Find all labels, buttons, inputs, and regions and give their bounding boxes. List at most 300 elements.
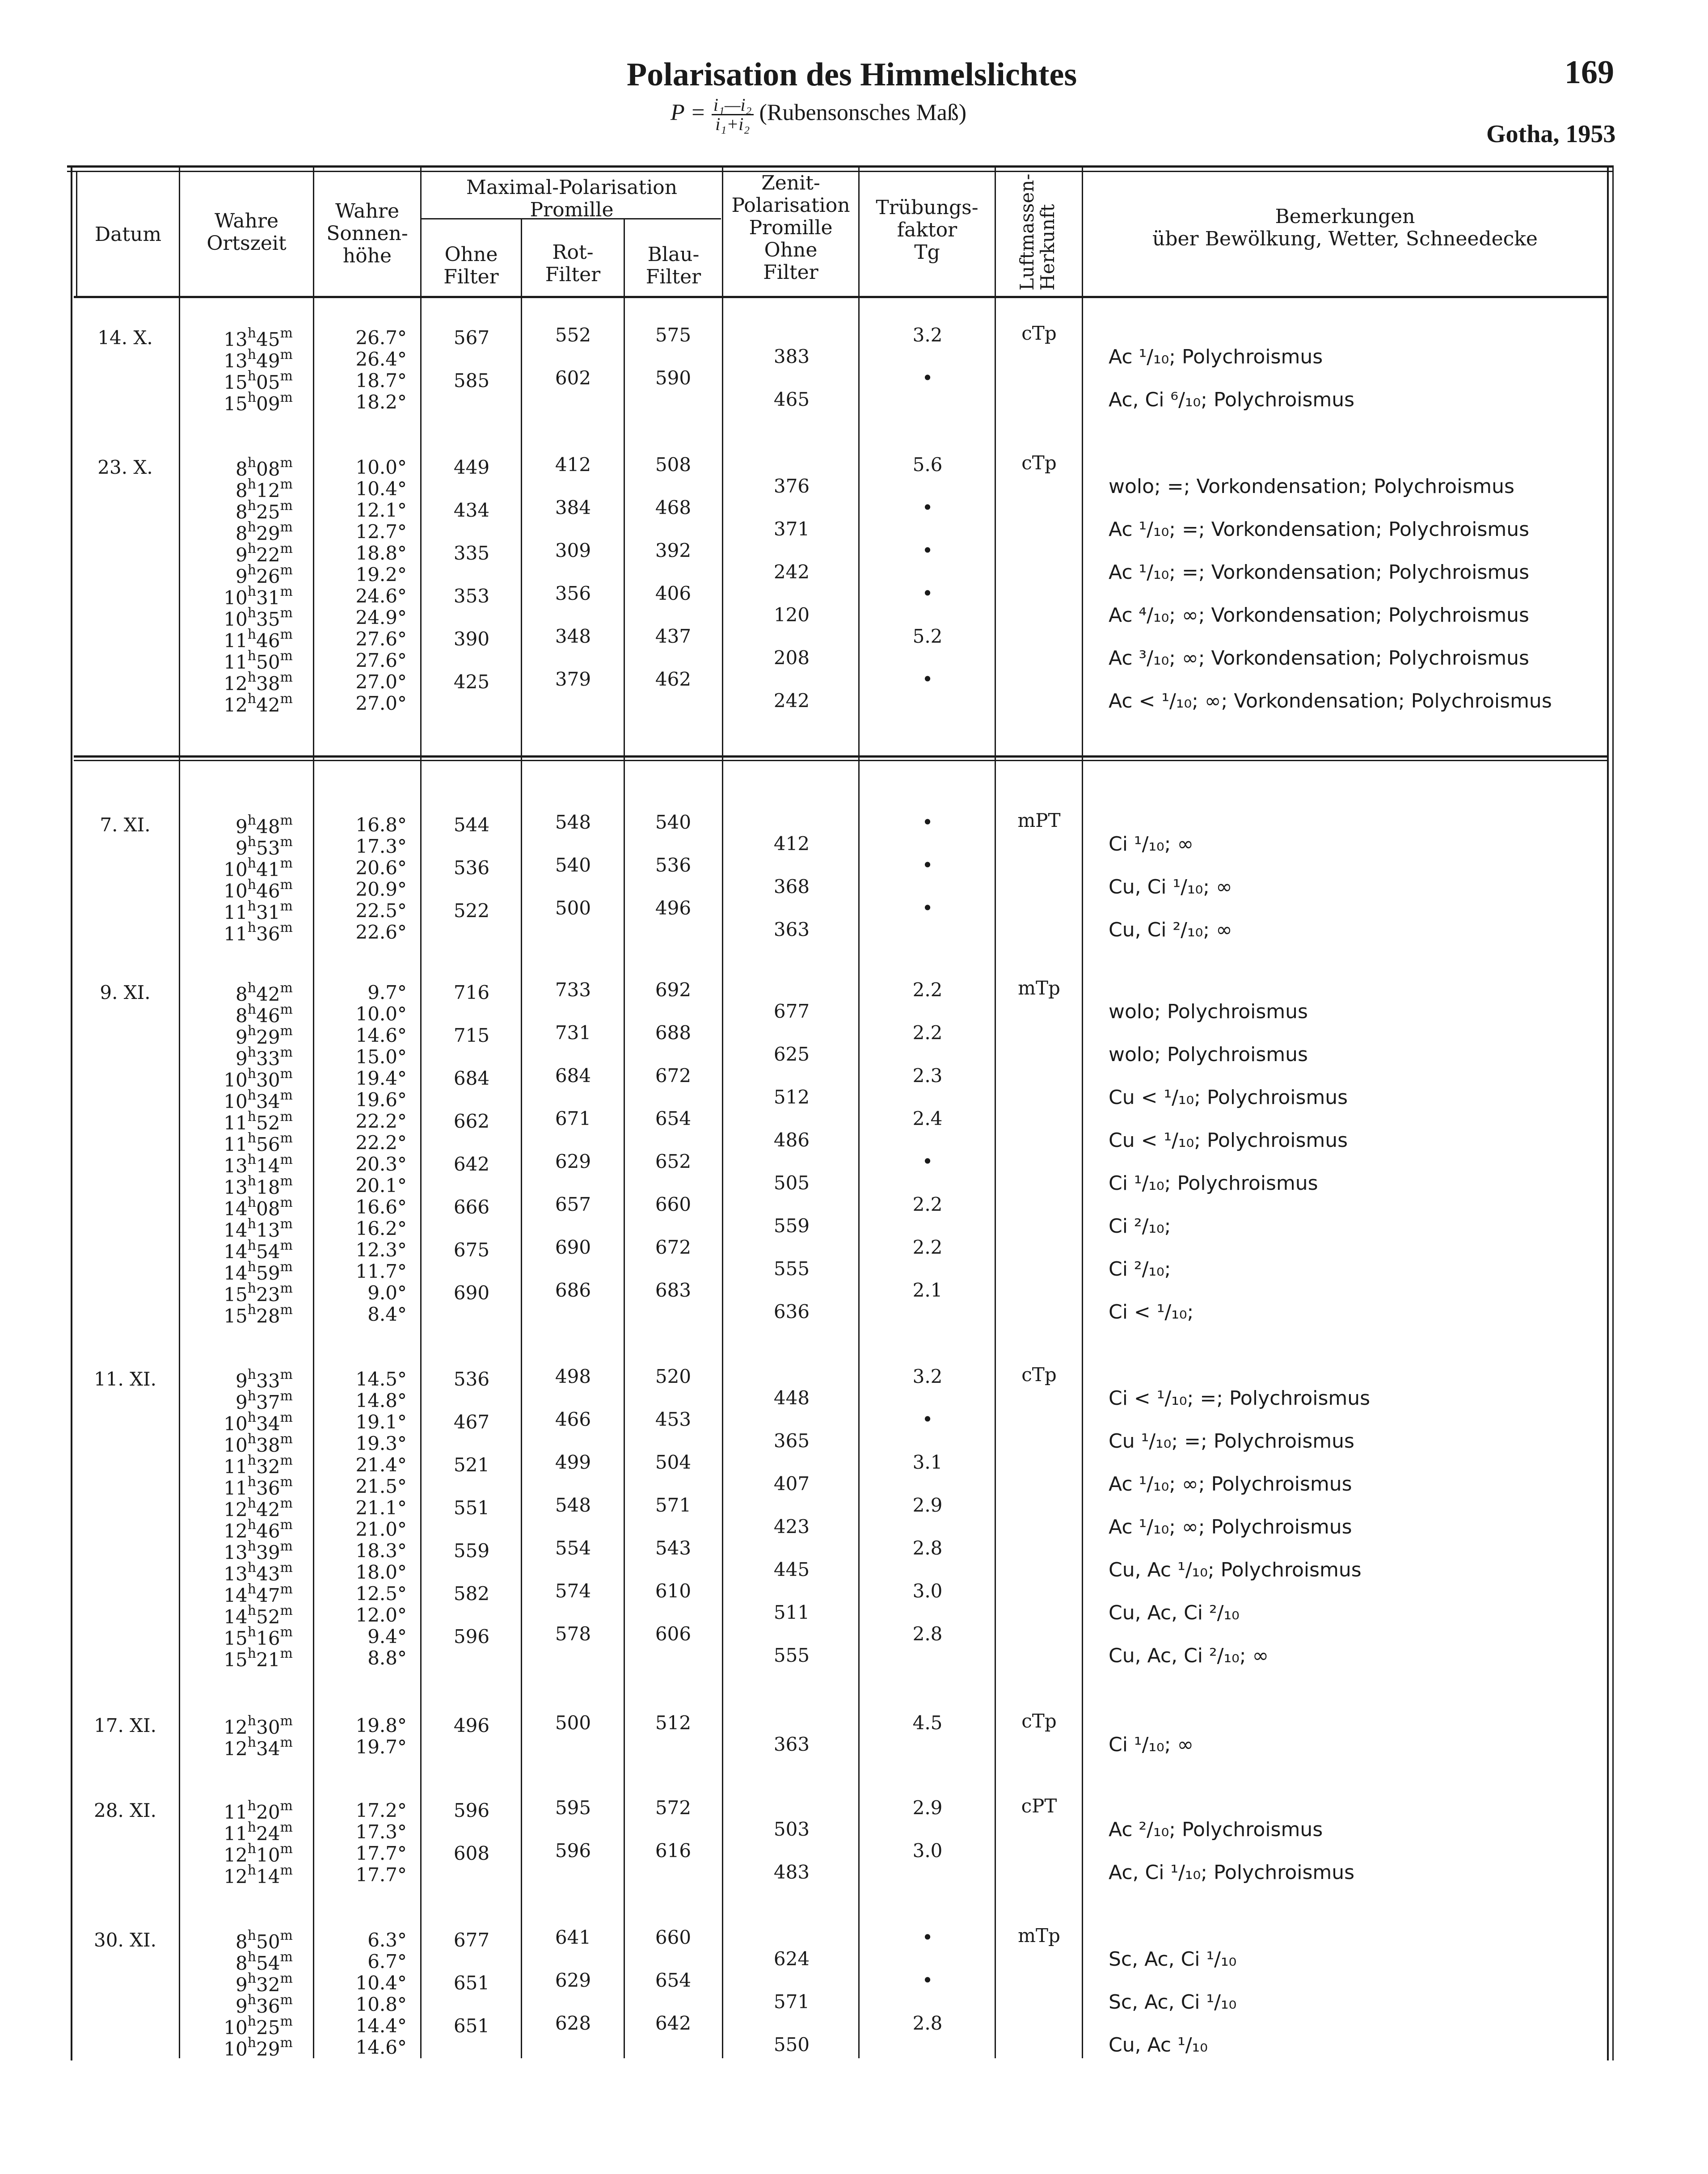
- row-time: 8$^h$50$^m$: [236, 1928, 293, 1953]
- cell-maxpol-ohne: 690: [453, 1282, 490, 1304]
- row-sun-altitude: 24.9°: [355, 607, 407, 628]
- row-sun-altitude: 17.3°: [355, 1821, 407, 1843]
- cell-bemerkung: Sc, Ac, Ci ¹/₁₀: [1109, 1991, 1237, 2014]
- header-ortszeit-2: Ortszeit: [207, 232, 287, 255]
- cell-maxpol-blau: 654: [655, 1969, 692, 1991]
- row-sun-altitude: 12.7°: [355, 521, 407, 543]
- cell-maxpol-blau: 437: [655, 625, 692, 647]
- cell-bemerkung: Ac ²/₁₀; Polychroismus: [1109, 1818, 1323, 1841]
- row-time: 10$^h$38$^m$: [224, 1431, 293, 1456]
- row-sun-altitude: 20.1°: [355, 1175, 407, 1197]
- cell-bemerkung: wolo; =; Vorkondensation; Polychroismus: [1109, 475, 1514, 498]
- cell-maxpol-rot: 731: [555, 1022, 591, 1044]
- cell-maxpol-ohne: 536: [453, 857, 490, 879]
- header-zenit-3: Promille: [749, 216, 833, 239]
- cell-truebung: 3.2: [912, 1365, 943, 1387]
- row-sun-altitude: 10.0°: [355, 456, 407, 478]
- cell-maxpol-rot: 578: [555, 1623, 591, 1645]
- cell-zenit: 465: [773, 388, 810, 410]
- table-top-rule: [67, 165, 1614, 168]
- cell-maxpol-ohne: 651: [453, 2015, 490, 2037]
- row-time: 11$^h$36$^m$: [224, 920, 293, 945]
- cell-maxpol-rot: 500: [555, 897, 591, 919]
- row-sun-altitude: 14.6°: [355, 2036, 407, 2058]
- row-sun-altitude: 22.2°: [355, 1132, 407, 1154]
- cell-truebung: 2.1: [912, 1279, 943, 1301]
- cell-maxpol-blau: 572: [655, 1797, 692, 1819]
- row-sun-altitude: 27.0°: [355, 671, 407, 693]
- cell-zenit: 376: [773, 475, 810, 497]
- cell-maxpol-ohne: 425: [453, 671, 490, 693]
- col-line-blau: [722, 168, 723, 2058]
- cell-maxpol-ohne: 715: [453, 1024, 490, 1046]
- row-sun-altitude: 27.0°: [355, 692, 407, 714]
- place-year: Gotha, 1953: [1486, 120, 1616, 148]
- cell-maxpol-blau: 642: [655, 2012, 692, 2034]
- cell-maxpol-blau: 683: [655, 1279, 692, 1301]
- row-time: 12$^h$42$^m$: [224, 1496, 293, 1521]
- row-sun-altitude: 27.6°: [355, 628, 407, 650]
- cell-maxpol-ohne: 596: [453, 1626, 490, 1647]
- row-sun-altitude: 14.6°: [355, 1024, 407, 1046]
- cell-truebung: •: [922, 854, 933, 876]
- row-time: 9$^h$37$^m$: [236, 1388, 293, 1413]
- row-time: 11$^h$24$^m$: [224, 1820, 293, 1845]
- row-sun-altitude: 9.0°: [367, 1282, 407, 1304]
- row-air-mass: cTp: [1021, 1710, 1057, 1732]
- row-sun-altitude: 26.4°: [355, 348, 407, 370]
- row-sun-altitude: 18.8°: [355, 542, 407, 564]
- cell-bemerkung: Ac ¹/₁₀; =; Vorkondensation; Polychroismus: [1109, 561, 1530, 584]
- row-sun-altitude: 16.6°: [355, 1196, 407, 1218]
- row-time: 8$^h$29$^m$: [236, 519, 293, 544]
- cell-maxpol-rot: 690: [555, 1236, 591, 1258]
- row-time: 8$^h$12$^m$: [236, 476, 293, 501]
- row-air-mass: cPT: [1021, 1795, 1057, 1817]
- row-date: 14. X.: [97, 327, 153, 349]
- cell-maxpol-blau: 654: [655, 1108, 692, 1129]
- row-time: 8$^h$46$^m$: [236, 1002, 293, 1027]
- row-sun-altitude: 12.5°: [355, 1583, 407, 1605]
- cell-bemerkung: Ac ¹/₁₀; ∞; Polychroismus: [1109, 1473, 1352, 1496]
- cell-maxpol-blau: 610: [655, 1580, 692, 1602]
- row-time: 9$^h$32$^m$: [236, 1971, 293, 1996]
- cell-maxpol-blau: 453: [655, 1408, 692, 1430]
- row-time: 15$^h$16$^m$: [224, 1624, 293, 1649]
- cell-truebung: •: [922, 539, 933, 561]
- cell-maxpol-rot: 686: [555, 1279, 591, 1301]
- cell-zenit: 363: [773, 918, 810, 940]
- cell-maxpol-blau: 392: [655, 539, 692, 561]
- row-time: 12$^h$46$^m$: [224, 1517, 293, 1542]
- cell-bemerkung: Cu, Ci ¹/₁₀; ∞: [1109, 876, 1232, 898]
- header-ohne-1: Ohne: [444, 243, 498, 266]
- cell-bemerkung: Ac ³/₁₀; ∞; Vorkondensation; Polychroismus: [1109, 647, 1529, 670]
- cell-maxpol-blau: 688: [655, 1022, 692, 1044]
- header-blau-1: Blau-: [647, 243, 700, 266]
- row-time: 9$^h$48$^m$: [236, 813, 293, 838]
- row-sun-altitude: 12.0°: [355, 1604, 407, 1626]
- cell-bemerkung: Cu, Ac, Ci ²/₁₀; ∞: [1109, 1644, 1269, 1667]
- row-air-mass: mTp: [1018, 977, 1060, 999]
- row-sun-altitude: 21.0°: [355, 1518, 407, 1540]
- cell-zenit: 511: [773, 1601, 810, 1623]
- cell-maxpol-rot: 602: [555, 367, 591, 389]
- cell-zenit: 555: [773, 1258, 810, 1280]
- row-time: 9$^h$53$^m$: [236, 834, 293, 859]
- header-sonnenhoehe-3: höhe: [342, 244, 392, 267]
- row-time: 10$^h$35$^m$: [224, 605, 293, 630]
- header-ohne-2: Filter: [443, 265, 499, 288]
- row-time: 11$^h$20$^m$: [224, 1798, 293, 1823]
- row-sun-altitude: 10.8°: [355, 1993, 407, 2015]
- cell-bemerkung: Cu ¹/₁₀; =; Polychroismus: [1109, 1430, 1354, 1453]
- cell-bemerkung: Ac ¹/₁₀; Polychroismus: [1109, 345, 1323, 368]
- row-time: 11$^h$31$^m$: [224, 898, 293, 923]
- cell-truebung: 2.8: [912, 2012, 943, 2034]
- cell-zenit: 407: [773, 1473, 810, 1495]
- cell-maxpol-blau: 652: [655, 1150, 692, 1172]
- cell-truebung: 2.9: [912, 1797, 943, 1819]
- row-time: 14$^h$59$^m$: [224, 1259, 293, 1284]
- cell-truebung: •: [922, 1969, 933, 1991]
- header-rot-2: Filter: [545, 263, 601, 286]
- row-time: 11$^h$46$^m$: [224, 627, 293, 652]
- row-time: 12$^h$10$^m$: [224, 1841, 293, 1866]
- row-time: 8$^h$54$^m$: [236, 1949, 293, 1974]
- cell-maxpol-rot: 499: [555, 1451, 591, 1473]
- col-line-sonne: [420, 168, 422, 2058]
- row-time: 13$^h$49$^m$: [224, 347, 293, 372]
- cell-maxpol-rot: 379: [555, 668, 591, 690]
- cell-maxpol-ohne: 716: [453, 982, 490, 1003]
- cell-truebung: 3.0: [912, 1580, 943, 1602]
- row-sun-altitude: 18.3°: [355, 1540, 407, 1562]
- cell-maxpol-ohne: 585: [453, 370, 490, 392]
- cell-truebung: 2.2: [912, 1193, 943, 1215]
- cell-truebung: •: [922, 1926, 933, 1948]
- cell-maxpol-rot: 595: [555, 1797, 591, 1819]
- header-sonnenhoehe-1: Wahre: [335, 200, 400, 223]
- cell-maxpol-ohne: 536: [453, 1368, 490, 1390]
- col-line-right: [1607, 165, 1609, 2060]
- row-sun-altitude: 18.2°: [355, 391, 407, 413]
- row-date: 9. XI.: [100, 982, 151, 1003]
- row-sun-altitude: 6.3°: [367, 1929, 407, 1951]
- row-sun-altitude: 15.0°: [355, 1046, 407, 1068]
- cell-maxpol-blau: 660: [655, 1926, 692, 1948]
- cell-maxpol-blau: 575: [655, 324, 692, 346]
- row-time: 14$^h$52$^m$: [224, 1603, 293, 1628]
- page-title: Polarisation des Himmelslichtes: [627, 56, 1077, 93]
- cell-truebung: •: [922, 897, 933, 919]
- cell-bemerkung: wolo; Polychroismus: [1109, 1000, 1308, 1023]
- row-time: 8$^h$42$^m$: [236, 980, 293, 1005]
- row-sun-altitude: 19.6°: [355, 1089, 407, 1111]
- cell-maxpol-blau: 672: [655, 1236, 692, 1258]
- row-sun-altitude: 17.2°: [355, 1799, 407, 1821]
- row-time: 15$^h$23$^m$: [224, 1281, 293, 1306]
- col-line-ortszeit: [313, 168, 314, 2058]
- row-time: 14$^h$47$^m$: [224, 1581, 293, 1606]
- cell-maxpol-blau: 606: [655, 1623, 692, 1645]
- cell-maxpol-rot: 629: [555, 1150, 591, 1172]
- cell-bemerkung: Cu < ¹/₁₀; Polychroismus: [1109, 1129, 1348, 1152]
- cell-zenit: 363: [773, 1733, 810, 1755]
- row-time: 14$^h$13$^m$: [224, 1216, 293, 1241]
- cell-truebung: 5.6: [912, 454, 943, 476]
- row-sun-altitude: 22.2°: [355, 1110, 407, 1132]
- header-luftmassen-2: Herkunft: [1037, 204, 1059, 291]
- cell-maxpol-blau: 660: [655, 1193, 692, 1215]
- header-bemerkungen-2: über Bewölkung, Wetter, Schneedecke: [1152, 228, 1538, 250]
- row-time: 12$^h$34$^m$: [224, 1735, 293, 1760]
- header-datum: Datum: [94, 223, 162, 246]
- row-time: 12$^h$30$^m$: [224, 1713, 293, 1738]
- row-time: 10$^h$30$^m$: [224, 1066, 293, 1091]
- row-time: 11$^h$52$^m$: [224, 1109, 293, 1134]
- row-sun-altitude: 21.4°: [355, 1454, 407, 1476]
- cell-maxpol-rot: 540: [555, 854, 591, 876]
- header-sonnenhoehe-2: Sonnen-: [326, 222, 408, 245]
- row-time: 11$^h$50$^m$: [224, 648, 293, 673]
- cell-maxpol-rot: 684: [555, 1065, 591, 1087]
- row-sun-altitude: 12.1°: [355, 499, 407, 521]
- cell-bemerkung: Ac, Ci ¹/₁₀; Polychroismus: [1109, 1861, 1355, 1884]
- header-truebung-3: Tg: [914, 241, 940, 264]
- row-sun-altitude: 8.4°: [367, 1303, 407, 1325]
- header-ortszeit-1: Wahre: [214, 210, 279, 232]
- row-sun-altitude: 22.6°: [355, 921, 407, 943]
- row-time: 13$^h$18$^m$: [224, 1173, 293, 1198]
- row-sun-altitude: 19.4°: [355, 1067, 407, 1089]
- table-section-rule-2: [74, 760, 1607, 761]
- cell-bemerkung: Cu, Ac ¹/₁₀; Polychroismus: [1109, 1559, 1362, 1581]
- cell-truebung: 5.2: [912, 625, 943, 647]
- cell-zenit: 555: [773, 1644, 810, 1666]
- row-time: 8$^h$25$^m$: [236, 498, 293, 523]
- header-blau: [625, 244, 722, 288]
- header-maxpol-1: Maximal-Polarisation: [466, 176, 678, 199]
- cell-maxpol-rot: 356: [555, 582, 591, 604]
- row-date: 17. XI.: [94, 1715, 156, 1736]
- cell-maxpol-blau: 571: [655, 1494, 692, 1516]
- row-time: 13$^h$14$^m$: [224, 1152, 293, 1177]
- cell-zenit: 448: [773, 1387, 810, 1409]
- row-date: 7. XI.: [100, 814, 151, 836]
- cell-zenit: 412: [773, 833, 810, 855]
- header-maxpol-2: Promille: [530, 198, 614, 221]
- row-sun-altitude: 9.7°: [367, 982, 407, 1003]
- cell-zenit: 445: [773, 1559, 810, 1580]
- cell-bemerkung: Cu, Ac ¹/₁₀: [1109, 2034, 1208, 2056]
- row-time: 12$^h$42$^m$: [224, 691, 293, 716]
- cell-zenit: 120: [773, 604, 810, 626]
- cell-zenit: 383: [773, 345, 810, 367]
- cell-truebung: •: [922, 367, 933, 389]
- row-sun-altitude: 9.4°: [367, 1626, 407, 1647]
- col-line-luft: [1082, 168, 1083, 2058]
- cell-maxpol-ohne: 551: [453, 1497, 490, 1519]
- cell-maxpol-ohne: 608: [453, 1842, 490, 1864]
- cell-truebung: •: [922, 668, 933, 690]
- cell-zenit: 505: [773, 1172, 810, 1194]
- cell-bemerkung: Sc, Ac, Ci ¹/₁₀: [1109, 1948, 1237, 1971]
- row-time: 15$^h$21$^m$: [224, 1646, 293, 1671]
- row-time: 15$^h$05$^m$: [224, 368, 293, 393]
- cell-maxpol-blau: 692: [655, 979, 692, 1001]
- cell-maxpol-ohne: 642: [453, 1153, 490, 1175]
- cell-maxpol-rot: 552: [555, 324, 591, 346]
- row-sun-altitude: 21.1°: [355, 1497, 407, 1519]
- cell-maxpol-rot: 628: [555, 2012, 591, 2034]
- row-time: 10$^h$34$^m$: [224, 1410, 293, 1435]
- cell-zenit: 242: [773, 561, 810, 583]
- cell-maxpol-blau: 672: [655, 1065, 692, 1087]
- cell-zenit: 483: [773, 1861, 810, 1883]
- cell-maxpol-rot: 384: [555, 497, 591, 518]
- row-sun-altitude: 10.0°: [355, 1003, 407, 1025]
- header-sonnenhoehe: [314, 200, 420, 267]
- cell-truebung: 2.2: [912, 1022, 943, 1044]
- cell-truebung: 2.8: [912, 1537, 943, 1559]
- formula-note: (Rubensonsches Maß): [759, 100, 967, 126]
- header-luftmassen-1: Luftmassen-: [1016, 173, 1038, 291]
- row-date: 11. XI.: [94, 1368, 156, 1390]
- cell-maxpol-ohne: 596: [453, 1799, 490, 1821]
- cell-bemerkung: Ci ¹/₁₀; ∞: [1109, 1733, 1194, 1756]
- row-time: 9$^h$33$^m$: [236, 1045, 293, 1070]
- header-luftmassen: [1017, 174, 1058, 291]
- cell-maxpol-blau: 462: [655, 668, 692, 690]
- cell-maxpol-rot: 596: [555, 1840, 591, 1862]
- row-sun-altitude: 14.4°: [355, 2015, 407, 2037]
- cell-maxpol-blau: 496: [655, 897, 692, 919]
- row-time: 10$^h$25$^m$: [224, 2014, 293, 2039]
- cell-maxpol-rot: 629: [555, 1969, 591, 1991]
- row-time: 11$^h$32$^m$: [224, 1453, 293, 1478]
- cell-maxpol-rot: 554: [555, 1537, 591, 1559]
- row-sun-altitude: 17.7°: [355, 1864, 407, 1886]
- cell-zenit: 371: [773, 518, 810, 540]
- row-sun-altitude: 19.8°: [355, 1715, 407, 1736]
- cell-maxpol-blau: 406: [655, 582, 692, 604]
- cell-maxpol-blau: 616: [655, 1840, 692, 1862]
- cell-maxpol-blau: 508: [655, 454, 692, 476]
- header-rot-1: Rot-: [552, 241, 594, 264]
- row-time: 10$^h$31$^m$: [224, 584, 293, 609]
- cell-truebung: •: [922, 811, 933, 833]
- header-zenit-2: Polarisation: [731, 194, 850, 217]
- cell-maxpol-blau: 520: [655, 1365, 692, 1387]
- cell-maxpol-blau: 536: [655, 854, 692, 876]
- cell-truebung: •: [922, 497, 933, 518]
- table-section-rule: [74, 755, 1607, 758]
- cell-zenit: 242: [773, 690, 810, 712]
- cell-maxpol-rot: 574: [555, 1580, 591, 1602]
- row-sun-altitude: 19.2°: [355, 564, 407, 586]
- cell-truebung: 3.1: [912, 1451, 943, 1473]
- row-sun-altitude: 11.7°: [355, 1260, 407, 1282]
- cell-maxpol-blau: 512: [655, 1712, 692, 1734]
- cell-maxpol-rot: 671: [555, 1108, 591, 1129]
- cell-bemerkung: Ac, Ci ⁶/₁₀; Polychroismus: [1109, 388, 1355, 411]
- cell-truebung: 2.3: [912, 1065, 943, 1087]
- row-sun-altitude: 26.7°: [355, 327, 407, 349]
- row-sun-altitude: 20.6°: [355, 857, 407, 879]
- row-time: 15$^h$09$^m$: [224, 390, 293, 415]
- row-sun-altitude: 20.3°: [355, 1153, 407, 1175]
- formula-lhs: P =: [671, 100, 706, 126]
- col-line-left: [71, 165, 72, 2060]
- row-sun-altitude: 21.5°: [355, 1475, 407, 1497]
- row-time: 9$^h$26$^m$: [236, 562, 293, 587]
- header-truebung-1: Trübungs-: [876, 196, 978, 219]
- header-bemerkungen: [1083, 206, 1607, 250]
- formula-numerator: i₁—i₂: [712, 96, 754, 115]
- row-time: 13$^h$45$^m$: [224, 325, 293, 350]
- formula-fraction: [712, 96, 754, 133]
- cell-bemerkung: Ac ¹/₁₀; =; Vorkondensation; Polychroismus: [1109, 518, 1530, 541]
- formula-denominator: i₁+i₂: [715, 114, 750, 134]
- cell-truebung: •: [922, 582, 933, 604]
- row-time: 9$^h$33$^m$: [236, 1367, 293, 1392]
- cell-zenit: 559: [773, 1215, 810, 1237]
- cell-maxpol-blau: 468: [655, 497, 692, 518]
- row-date: 30. XI.: [94, 1929, 156, 1951]
- row-sun-altitude: 10.4°: [355, 478, 407, 500]
- row-sun-altitude: 10.4°: [355, 1972, 407, 1994]
- header-bemerkungen-1: Bemerkungen: [1275, 205, 1415, 228]
- cell-bemerkung: Ci < ¹/₁₀;: [1109, 1301, 1194, 1323]
- cell-maxpol-ohne: 496: [453, 1715, 490, 1736]
- cell-maxpol-ohne: 521: [453, 1454, 490, 1476]
- cell-zenit: 550: [773, 2034, 810, 2056]
- header-zenit-5: Filter: [763, 261, 818, 284]
- row-time: 9$^h$22$^m$: [236, 541, 293, 566]
- col-line-truebung: [995, 168, 996, 2058]
- cell-bemerkung: Cu, Ac, Ci ²/₁₀: [1109, 1601, 1240, 1624]
- cell-maxpol-rot: 500: [555, 1712, 591, 1734]
- col-line-datum: [179, 168, 180, 2058]
- cell-maxpol-rot: 412: [555, 454, 591, 476]
- row-air-mass: cTp: [1021, 452, 1057, 474]
- row-date: 28. XI.: [94, 1799, 156, 1821]
- cell-maxpol-ohne: 582: [453, 1583, 490, 1605]
- cell-bemerkung: Cu, Ci ²/₁₀; ∞: [1109, 918, 1232, 941]
- cell-maxpol-rot: 309: [555, 539, 591, 561]
- cell-maxpol-ohne: 335: [453, 542, 490, 564]
- cell-maxpol-ohne: 675: [453, 1239, 490, 1261]
- cell-maxpol-ohne: 449: [453, 456, 490, 478]
- header-ohne: [422, 244, 521, 288]
- row-sun-altitude: 8.8°: [367, 1647, 407, 1669]
- row-time: 15$^h$28$^m$: [224, 1302, 293, 1327]
- cell-truebung: 2.2: [912, 1236, 943, 1258]
- cell-zenit: 368: [773, 876, 810, 897]
- cell-truebung: 2.9: [912, 1494, 943, 1516]
- cell-maxpol-rot: 498: [555, 1365, 591, 1387]
- cell-bemerkung: wolo; Polychroismus: [1109, 1043, 1308, 1066]
- cell-zenit: 636: [773, 1301, 810, 1323]
- row-time: 13$^h$43$^m$: [224, 1560, 293, 1585]
- cell-maxpol-rot: 548: [555, 811, 591, 833]
- row-sun-altitude: 27.6°: [355, 649, 407, 671]
- header-truebung-2: faktor: [897, 219, 957, 241]
- row-time: 14$^h$08$^m$: [224, 1195, 293, 1220]
- col-line-rot: [624, 219, 625, 2058]
- row-sun-altitude: 16.8°: [355, 814, 407, 836]
